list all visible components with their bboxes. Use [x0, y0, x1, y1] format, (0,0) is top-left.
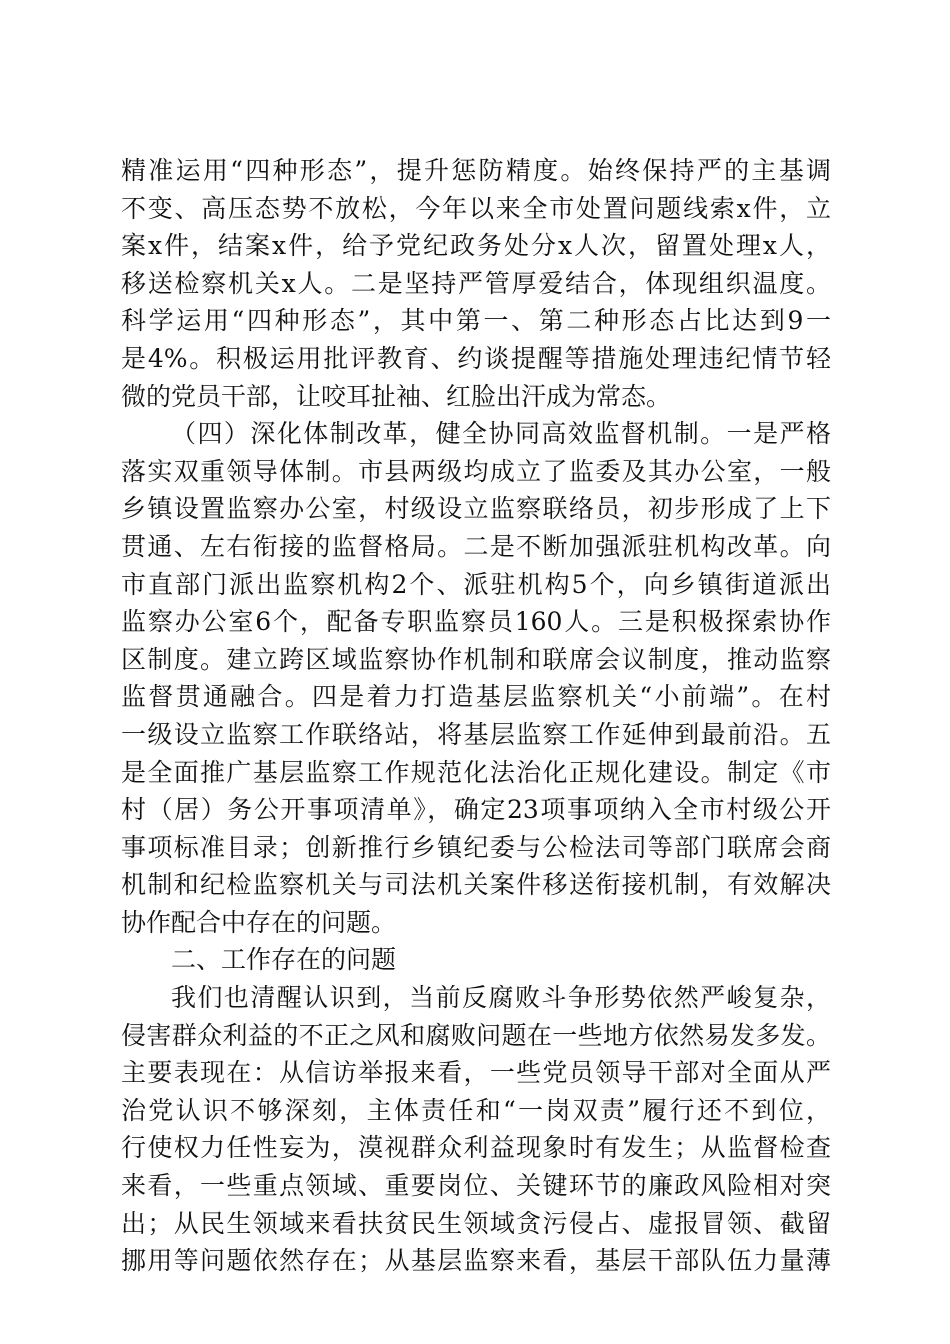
text-line: 案x件，结案x件，给予党纪政务处分x人次，留置处理x人， — [121, 231, 831, 261]
text-line: 行使权力任性妄为，漠视群众利益现象时有发生；从监督检查 — [121, 1133, 831, 1163]
text-line: 移送检察机关x人。二是坚持严管厚爱结合，体现组织温度。 — [121, 268, 831, 298]
paragraph-start: 我们也清醒认识到，当前反腐败斗争形势依然严峻复杂， — [171, 983, 831, 1013]
text-line: 精准运用“四种形态”，提升惩防精度。始终保持严的主基调 — [121, 156, 831, 185]
text-line: 科学运用“四种形态”，其中第一、第二种形态占比达到9一 — [121, 306, 831, 336]
text-line: 微的党员干部，让咬耳扯袖、红脸出汗成为常态。 — [121, 381, 672, 411]
text-line: 监察办公室6个，配备专职监察员160人。三是积极探索协作 — [121, 607, 831, 637]
body-text — [121, 152, 831, 1280]
text-line: 来看，一些重点领域、重要岗位、关键环节的廉政风险相对突 — [121, 1171, 831, 1201]
text-line: 不变、高压态势不放松，今年以来全市处置问题线索x件，立 — [121, 193, 831, 223]
text-line: 一级设立监察工作联络站，将基层监察工作延伸到最前沿。五 — [121, 719, 831, 749]
text-line: 挪用等问题依然存在；从基层监察来看，基层干部队伍力量薄 — [121, 1246, 831, 1276]
text-line: 落实双重领导体制。市县两级均成立了监委及其办公室，一般 — [121, 456, 831, 486]
text-line: 主要表现在：从信访举报来看，一些党员领导干部对全面从严 — [121, 1058, 831, 1088]
text-line: 监督贯通融合。四是着力打造基层监察机关“小前端”。在村 — [121, 682, 831, 712]
text-line: 是4%。积极运用批评教育、约谈提醒等措施处理违纪情节轻 — [121, 343, 831, 373]
text-line: 机制和纪检监察机关与司法机关案件移送衔接机制，有效解决 — [121, 870, 831, 900]
text-line: 乡镇设置监察办公室，村级设立监察联络员，初步形成了上下 — [121, 494, 831, 524]
text-line: 出；从民生领域来看扶贫民生领域贪污侵占、虚报冒领、截留 — [121, 1208, 831, 1238]
text-line: 区制度。建立跨区域监察协作机制和联席会议制度，推动监察 — [121, 644, 831, 674]
section-heading-2: 二、工作存在的问题 — [171, 945, 397, 975]
text-line: 是全面推广基层监察工作规范化法治化正规化建设。制定《市 — [121, 757, 831, 787]
text-line: 村（居）务公开事项清单》，确定23项事项纳入全市村级公开 — [121, 795, 831, 825]
text-line: 市直部门派出监察机构2个、派驻机构5个，向乡镇街道派出 — [121, 569, 831, 599]
text-line: 协作配合中存在的问题。 — [121, 907, 397, 937]
text-line: 侵害群众利益的不正之风和腐败问题在一些地方依然易发多发。 — [121, 1020, 831, 1050]
text-line: 贯通、左右衔接的监督格局。二是不断加强派驻机构改革。向 — [121, 531, 831, 561]
section-heading-4: （四）深化体制改革，健全协同高效监督机制。一是严格 — [171, 419, 831, 449]
text-line: 治党认识不够深刻，主体责任和“一岗双责”履行还不到位， — [121, 1095, 831, 1125]
text-line: 事项标准目录；创新推行乡镇纪委与公检法司等部门联席会商 — [121, 832, 831, 862]
